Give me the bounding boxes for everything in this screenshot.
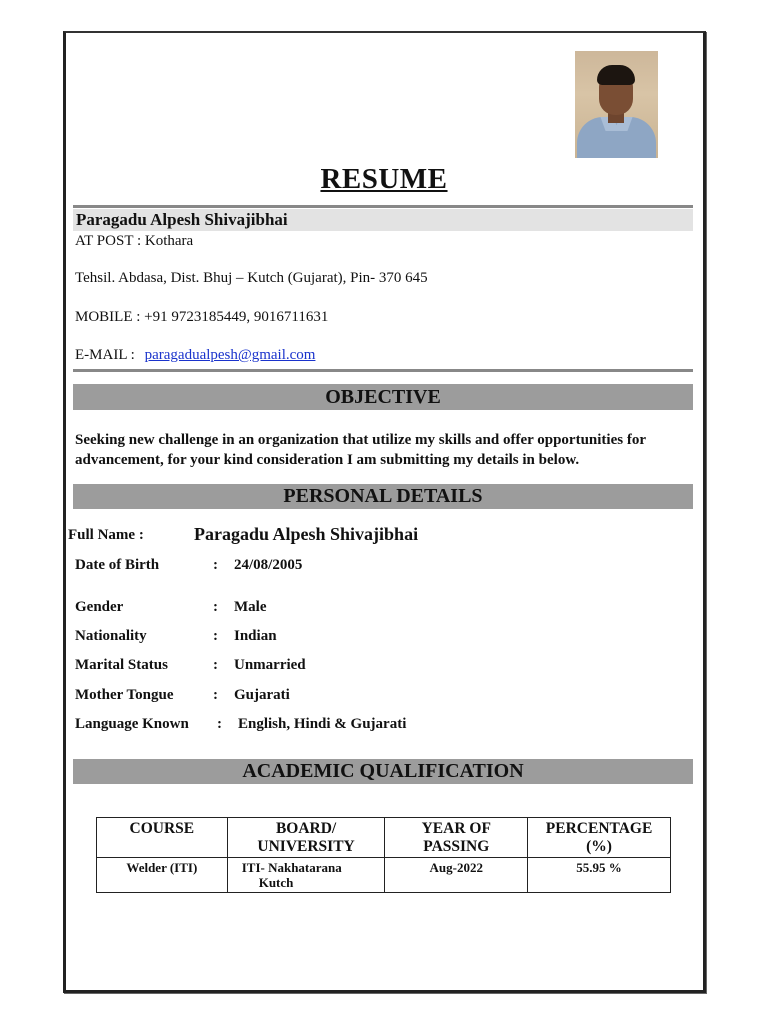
column-header-course: COURSE: [97, 818, 228, 858]
divider-contact: [73, 369, 693, 372]
detail-label: Gender: [75, 599, 124, 615]
email-row: [75, 347, 315, 364]
column-header-board: BOARD/ UNIVERSITY: [227, 818, 385, 858]
detail-colon: :: [213, 687, 218, 703]
cell-board-line1: ITI- Nakhatarana: [241, 860, 342, 875]
detail-value: Gujarati: [234, 687, 290, 703]
column-header-year: YEAR OF PASSING: [385, 818, 528, 858]
table-header-row: [97, 818, 671, 858]
personal-details-heading: PERSONAL DETAILS: [73, 484, 693, 509]
academic-qualification-heading: ACADEMIC QUALIFICATION: [73, 759, 693, 784]
email-label: E-MAIL :: [75, 347, 135, 363]
cell-percentage: 55.95 %: [528, 858, 671, 893]
detail-label: Nationality: [75, 628, 147, 644]
detail-label: Mother Tongue: [75, 687, 174, 703]
objective-text: Seeking new challenge in an organization that utilize my skills and offer opportunities for advancement, for your kind consideration I am submitting my details in below.: [75, 432, 646, 468]
email-link[interactable]: paragadualpesh@gmail.com: [144, 347, 316, 363]
column-header-percentage: PERCENTAGE (%): [528, 818, 671, 858]
address-tehsil: Tehsil. Abdasa, Dist. Bhuj – Kutch (Gujarat), Pin- 370 645: [75, 270, 428, 286]
detail-label: Marital Status: [75, 657, 168, 673]
detail-colon: :: [217, 716, 222, 732]
academic-table: [96, 817, 671, 893]
table-row: [97, 858, 671, 893]
detail-colon: :: [213, 557, 218, 573]
detail-value: Male: [234, 599, 267, 615]
full-name-label: Full Name :: [68, 527, 144, 543]
detail-label: Language Known: [75, 716, 189, 732]
profile-photo: [575, 51, 658, 158]
detail-value: 24/08/2005: [234, 557, 303, 573]
address-at-post: AT POST : Kothara: [75, 233, 194, 249]
detail-colon: :: [213, 657, 218, 673]
resume-title: RESUME: [320, 163, 448, 195]
detail-colon: :: [213, 628, 218, 644]
detail-value: Unmarried: [234, 657, 306, 673]
full-name-value: Paragadu Alpesh Shivajibhai: [194, 524, 419, 544]
detail-colon: :: [213, 599, 218, 615]
divider-top: [73, 205, 693, 208]
detail-value: Indian: [234, 628, 277, 644]
detail-value: English, Hindi & Gujarati: [238, 716, 407, 732]
cell-year: Aug-2022: [385, 858, 528, 893]
detail-label: Date of Birth: [75, 557, 160, 573]
candidate-name: Paragadu Alpesh Shivajibhai: [73, 209, 693, 231]
cell-board-line2: Kutch: [258, 875, 294, 890]
cell-board: [227, 858, 385, 893]
cell-course: Welder (ITI): [97, 858, 228, 893]
objective-heading: OBJECTIVE: [73, 384, 693, 410]
mobile-number: MOBILE : +91 9723185449, 9016711631: [75, 309, 329, 325]
